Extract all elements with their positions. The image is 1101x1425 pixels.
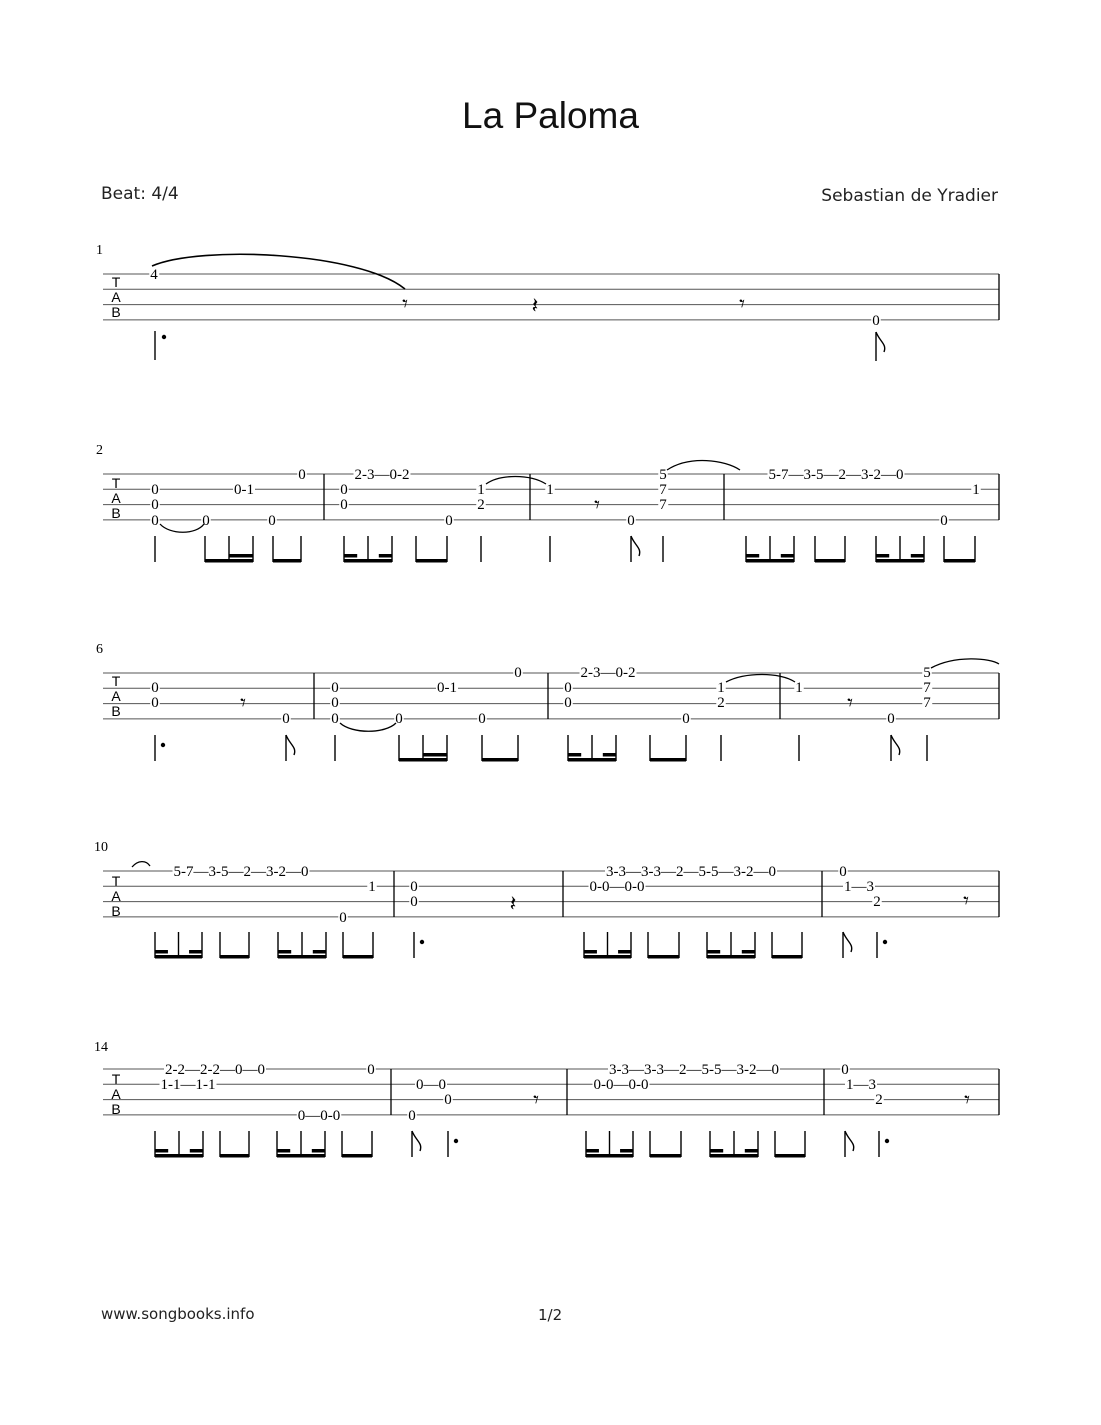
beam (277, 1154, 325, 1158)
fret-number: 5-7—3-5—2—3-2—0 (173, 864, 309, 880)
dot (885, 1139, 889, 1143)
fret-number: 0 (151, 695, 159, 711)
flag (845, 1131, 854, 1151)
fret-number: 0 (151, 482, 159, 498)
beam (775, 1154, 805, 1158)
rhythm-stems (155, 735, 927, 762)
flag (843, 932, 852, 952)
fret-number: 5 (659, 467, 667, 483)
eighth-rest: 𝄾 (533, 1088, 539, 1113)
fret-number: 0 (331, 680, 339, 696)
fret-number: 2-2—2-2—0—0 (165, 1062, 265, 1078)
svg-text:A: A (111, 289, 121, 305)
fret-number: 0 (151, 513, 159, 529)
svg-text:A: A (111, 888, 121, 904)
beam (586, 1149, 599, 1153)
measure-number: 1 (96, 243, 103, 258)
fret-number: 0 (627, 513, 635, 529)
beam (710, 1149, 723, 1153)
fret-number: 0—0 (416, 1077, 446, 1093)
fret-number: 0—0-0 (297, 1108, 341, 1124)
fret-number: 1 (368, 879, 376, 895)
beam (220, 1154, 249, 1158)
fret-number: 0 (331, 711, 339, 727)
fret-number: 2-3—0-2 (354, 467, 410, 483)
fret-number: 0 (268, 513, 276, 529)
fret-number: 0-0—0-0 (589, 879, 645, 895)
tab-notes (150, 665, 932, 727)
dot (420, 940, 424, 944)
fret-number: 0 (839, 864, 847, 880)
fret-number: 0 (395, 711, 403, 727)
fret-number: 0 (331, 695, 339, 711)
beam (876, 559, 924, 563)
rhythm-stems (155, 536, 975, 563)
fret-number: 0 (514, 665, 522, 681)
svg-text:B: B (111, 1101, 121, 1117)
fret-number: 7 (659, 497, 667, 513)
beam (911, 554, 924, 558)
svg-text:T: T (111, 1071, 121, 1087)
fret-number: 0 (282, 711, 290, 727)
fret-number: 3-3—3-3—2—5-5—3-2—0 (606, 864, 776, 880)
fret-number: 1 (795, 680, 803, 696)
beam (781, 554, 794, 558)
eighth-rest: 𝄾 (240, 691, 246, 716)
fret-number: 0 (444, 1092, 452, 1108)
fret-number: 0-1 (234, 482, 254, 498)
fret-number: 1 (546, 482, 554, 498)
beam (746, 554, 759, 558)
fret-number: 0 (445, 513, 453, 529)
ties (132, 862, 150, 867)
fret-number: 0 (367, 1062, 375, 1078)
fret-number: 0 (564, 680, 572, 696)
system-4 (94, 840, 999, 959)
rests (594, 493, 600, 518)
beam (155, 950, 168, 954)
beam (220, 955, 249, 959)
beam (648, 955, 679, 959)
svg-text:B: B (111, 304, 121, 320)
page-number: 1/2 (538, 1306, 563, 1324)
fret-number: 0-1 (437, 680, 457, 696)
beam (278, 950, 291, 954)
fret-number: 0 (940, 513, 948, 529)
fret-number: 7 (923, 695, 931, 711)
svg-text:A: A (111, 1086, 121, 1102)
measure-number: 6 (96, 642, 103, 657)
eighth-rest: 𝄾 (964, 1088, 970, 1113)
rests (402, 292, 745, 319)
beam (155, 1149, 168, 1153)
beam (312, 1149, 325, 1153)
quarter-rest: 𝄽 (531, 294, 539, 319)
beam (313, 950, 326, 954)
tab-clef (111, 274, 121, 320)
rhythm-stems (155, 331, 885, 361)
svg-text:A: A (111, 490, 121, 506)
fret-number: 0 (151, 497, 159, 513)
system-1 (96, 243, 999, 361)
beam (273, 559, 301, 563)
svg-text:A: A (111, 688, 121, 704)
fret-number: 2 (477, 497, 485, 513)
beam (876, 554, 889, 558)
beam (482, 758, 518, 762)
beam (746, 559, 794, 563)
fret-number: 4 (150, 267, 158, 283)
measure-number: 10 (94, 840, 108, 855)
fret-number: 7 (659, 482, 667, 498)
rhythm-stems (155, 932, 887, 959)
tab-clef (111, 873, 121, 919)
beam (379, 554, 392, 558)
fret-number: 0 (872, 313, 880, 329)
beam (155, 1154, 203, 1158)
svg-text:T: T (111, 873, 121, 889)
beam (586, 1154, 633, 1158)
time-signature-label: Beat: 4/4 (101, 184, 179, 204)
system-2 (96, 443, 999, 563)
dot (161, 743, 165, 747)
beam (745, 1149, 758, 1153)
flag (631, 536, 640, 556)
fret-number: 0 (408, 1108, 416, 1124)
beam (190, 1149, 203, 1153)
rhythm-stems (155, 1131, 889, 1158)
svg-text:B: B (111, 903, 121, 919)
fret-number: 1—3 (846, 1077, 876, 1093)
svg-text:T: T (111, 673, 121, 689)
beam (620, 1149, 633, 1153)
beam (277, 1149, 290, 1153)
fret-number: 0 (410, 879, 418, 895)
tie-slur (152, 254, 405, 289)
eighth-rest: 𝄾 (739, 292, 745, 317)
fret-number: 2-3—0-2 (580, 665, 636, 681)
fret-number: 0 (340, 497, 348, 513)
fret-number: 5 (923, 665, 931, 681)
beam (229, 554, 253, 558)
eighth-rest: 𝄾 (963, 889, 969, 914)
beam (584, 955, 631, 959)
beam (710, 1154, 758, 1158)
fret-number: 0 (202, 513, 210, 529)
beam (416, 559, 447, 563)
tab-clef (111, 673, 121, 719)
fret-number: 0 (682, 711, 690, 727)
fret-number: 0 (298, 467, 306, 483)
composer-name: Sebastian de Yradier (821, 186, 998, 206)
tab-clef (111, 1071, 121, 1117)
dot (883, 940, 887, 944)
fret-number: 7 (923, 680, 931, 696)
fret-number: 0 (339, 910, 347, 926)
beam (707, 955, 755, 959)
svg-text:B: B (111, 703, 121, 719)
beam (944, 559, 975, 563)
fret-number: 5-7—3-5—2—3-2—0 (768, 467, 904, 483)
flag (891, 735, 900, 755)
beam (618, 950, 631, 954)
beam (344, 554, 357, 558)
beam (189, 950, 202, 954)
fret-number: 1 (477, 482, 485, 498)
system-3 (96, 642, 999, 762)
svg-text:T: T (111, 274, 121, 290)
flag (286, 735, 295, 755)
beam (772, 955, 802, 959)
beam (423, 753, 447, 757)
song-title: La Paloma (462, 95, 639, 136)
svg-text:B: B (111, 505, 121, 521)
beam (815, 559, 845, 563)
beam (343, 955, 373, 959)
fret-number: 0 (478, 711, 486, 727)
fret-number: 1-1—1-1 (160, 1077, 216, 1093)
flag (412, 1131, 421, 1151)
fret-number: 0 (564, 695, 572, 711)
fret-number: 2 (717, 695, 725, 711)
system-5 (94, 1040, 999, 1158)
beam (155, 955, 202, 959)
tab-clef (111, 475, 121, 521)
beam (342, 1154, 372, 1158)
fret-number: 2 (873, 894, 881, 910)
beam (584, 950, 597, 954)
beam (650, 1154, 681, 1158)
barlines (314, 673, 999, 719)
fret-number: 0 (151, 680, 159, 696)
beam (603, 753, 616, 757)
beam (568, 753, 581, 757)
fret-number: 0 (340, 482, 348, 498)
fret-number: 3-3—3-3—2—5-5—3-2—0 (609, 1062, 779, 1078)
fret-number: 2 (875, 1092, 883, 1108)
dot (454, 1139, 458, 1143)
measure-number: 2 (96, 443, 103, 458)
fret-number: 1 (717, 680, 725, 696)
beam (742, 950, 755, 954)
tab-staff-lines (103, 274, 999, 320)
beam (278, 955, 326, 959)
beam (344, 559, 392, 563)
eighth-rest: 𝄾 (402, 292, 408, 317)
fret-number: 0 (841, 1062, 849, 1078)
eighth-rest: 𝄾 (847, 691, 853, 716)
fret-number: 1 (972, 482, 980, 498)
fret-number: 0 (887, 711, 895, 727)
fret-number: 0 (410, 894, 418, 910)
eighth-rest: 𝄾 (594, 493, 600, 518)
rests (510, 889, 969, 917)
beam (650, 758, 686, 762)
fret-number: 1—3 (844, 879, 874, 895)
fret-number: 0-0—0-0 (593, 1077, 649, 1093)
beam (707, 950, 720, 954)
beam (568, 758, 616, 762)
quarter-rest: 𝄽 (509, 892, 517, 917)
footer-website[interactable]: www.songbooks.info (101, 1305, 255, 1323)
measure-number: 14 (94, 1040, 108, 1055)
svg-text:T: T (111, 475, 121, 491)
